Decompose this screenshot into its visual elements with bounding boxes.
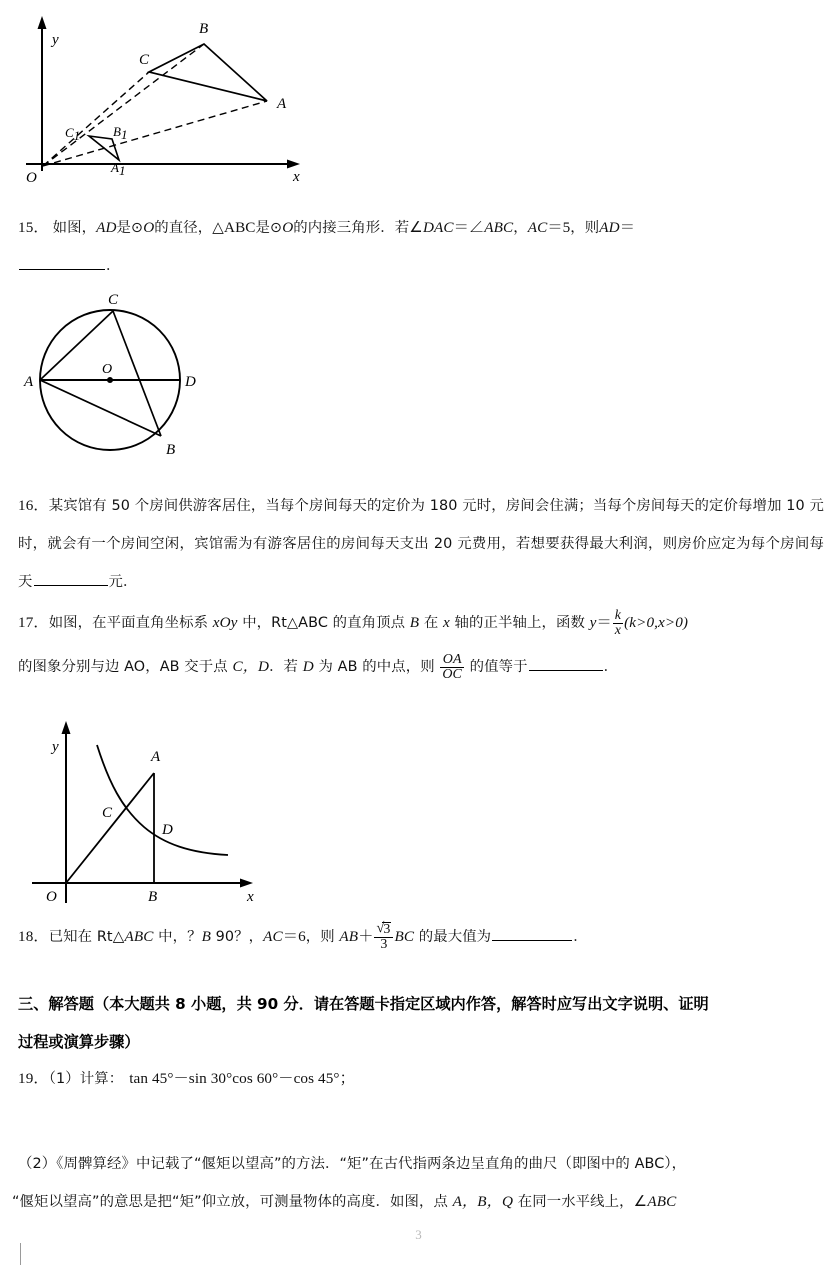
- q15-part-18: AD: [599, 219, 620, 236]
- question-16: [18, 487, 824, 601]
- fig15-svg: [6, 288, 246, 473]
- q17-line1-pre: 如图，在平面直角坐标系: [48, 615, 213, 631]
- q17-point-D: D: [302, 658, 314, 675]
- label-A: A: [24, 374, 34, 390]
- q17-line2-pre: 的图象分别与边 AO，AB 交于点: [18, 659, 233, 675]
- ray-OC: [43, 72, 149, 166]
- label-A: A: [277, 96, 287, 112]
- label-D: D: [162, 822, 173, 838]
- q18-answer-blank[interactable]: [492, 926, 572, 941]
- q18-degree: 90？，: [211, 929, 264, 945]
- q17-xOy: xOy: [212, 614, 238, 631]
- q15-part-7: O: [282, 219, 294, 236]
- q17-condition: (k>0,x>0): [624, 614, 689, 631]
- q18-ABC: ABC: [124, 928, 154, 945]
- question-18: [18, 918, 830, 956]
- fig17-svg: [10, 703, 280, 918]
- q15-part-13: ABC: [484, 219, 514, 236]
- q18-pre: 已知在 Rt: [48, 929, 113, 945]
- q16-body: 某宾馆有 50 个房间供游客居住，当每个房间每天的定价为 180 元时，房间会住满；当每个房间每天的定价每增加 10 元时，就会有一个房间空闲，宾馆需为有游客居住的房间每天支出 20 元费用，若想要获得最大利润，则房价应定为每个房间每天: [18, 498, 824, 590]
- q18-BC: BC: [394, 928, 415, 945]
- y-axis-arrow: [38, 16, 47, 29]
- q15-part-0: 如图，: [52, 220, 97, 236]
- q15-part-16: ＝5: [547, 219, 571, 236]
- q17-line2-tail: 的值等于: [464, 659, 528, 675]
- section-heading-line1: 三、解答题（本大题共 8 小题，共 90 分．请在答题卡指定区域内作答，解答时应写出文字说明、证明: [18, 995, 709, 1013]
- q15-part-2: 是⊙: [116, 220, 144, 236]
- q17-equals: ＝: [596, 614, 612, 631]
- q17-period: ．: [603, 659, 619, 675]
- label-B: B: [148, 889, 158, 905]
- segment-OA: [66, 773, 154, 883]
- label-B: B: [199, 21, 209, 37]
- label-C1: C1: [65, 125, 81, 143]
- figure-coordinate-similar-triangles: [18, 6, 318, 186]
- q17-y: y: [589, 614, 597, 631]
- q15-part-14: ，: [513, 220, 528, 236]
- q18-triangle-symbol: △: [112, 928, 125, 945]
- q15-answer-blank[interactable]: [19, 255, 105, 270]
- q17-answer-blank[interactable]: [529, 656, 603, 671]
- q19-part1-label: （1）计算：: [48, 1071, 124, 1087]
- q15-part-15: AC: [527, 219, 548, 236]
- q16-unit: 元．: [108, 574, 138, 590]
- q15-part-1: AD: [96, 219, 117, 236]
- q17-point-B: B: [409, 614, 420, 631]
- x-axis-arrow: [240, 879, 253, 888]
- q17-fraction-OA-over-OC: $\frac{OA}{OC}$: [442, 652, 462, 683]
- q19-part2-text1: （2）《周髀算经》中记载了“偃矩以望高”的方法．“矩”在古代指两条边呈直角的曲尺（即图中的 ABC），: [18, 1156, 687, 1172]
- q18-AB: AB: [339, 928, 359, 945]
- q18-number: 18．: [18, 928, 49, 945]
- figure-circle-inscribed-triangle: [6, 288, 246, 473]
- label-D: D: [185, 374, 196, 390]
- q15-part-17: ，则: [570, 220, 600, 236]
- q18-sqrt3: √ 3: [374, 921, 393, 937]
- label-y: y: [52, 739, 59, 755]
- label-C: C: [108, 292, 119, 308]
- label-O: O: [102, 362, 113, 377]
- q19-part2-text2-mid: 在同一水平线上，: [513, 1194, 634, 1210]
- q15-part-3: O: [143, 219, 155, 236]
- q15-part-12: ∠: [468, 219, 485, 236]
- q15-part-9: ∠: [409, 219, 423, 236]
- q18-tail: 的最大值为: [414, 929, 492, 945]
- curve-hyperbola: [97, 745, 228, 855]
- label-A: A: [151, 749, 161, 765]
- q16-number: 16．: [18, 497, 49, 514]
- question-19-part2-line2: [12, 1183, 830, 1221]
- q15-part-8: 的内接三角形．若: [293, 220, 410, 236]
- y-axis-arrow: [62, 721, 71, 734]
- label-C: C: [139, 52, 150, 68]
- q18-then: ，则: [305, 929, 340, 945]
- q17-number: 17．: [18, 614, 49, 631]
- q16-answer-blank[interactable]: [34, 571, 108, 586]
- q18-vertex-B: B: [201, 928, 211, 945]
- q15-part-10: DAC: [422, 219, 454, 236]
- section-heading-line2: 过程或演算步骤）: [18, 1033, 140, 1051]
- q15-part-5: △ABC: [212, 219, 256, 236]
- q15-answer-line: [18, 247, 318, 285]
- q19-part1-expression: tan 45°－sin 30°cos 60°－cos 45°；: [129, 1070, 355, 1087]
- label-B: B: [166, 442, 176, 458]
- question-19-part2-line1: [18, 1145, 830, 1183]
- q17-line2-mid2: 为 AB 的中点，则: [313, 659, 440, 675]
- q19-angle-symbol: ∠: [633, 1193, 648, 1210]
- q15-period: ．: [106, 258, 121, 274]
- label-A1: A1: [111, 160, 126, 178]
- q18-AC-value: ＝6: [282, 928, 306, 945]
- center-dot: [107, 377, 113, 383]
- label-B1: B1: [113, 124, 128, 142]
- q15-part-11: ＝: [453, 219, 469, 236]
- q17-axis-x: x: [443, 614, 450, 631]
- label-x: x: [247, 889, 254, 905]
- q18-plus: ＋: [358, 928, 374, 945]
- label-y: y: [52, 32, 59, 48]
- q19-angle-ABC: ABC: [647, 1193, 677, 1210]
- ray-OB: [43, 44, 204, 166]
- q17-line2-mid: ．若: [269, 659, 303, 675]
- question-17-line2: [18, 648, 830, 686]
- q19-points-ABQ: A，B，Q: [452, 1193, 514, 1210]
- q18-fraction-sqrt3-over-3: √ $\frac{3}{3}$: [374, 921, 393, 952]
- question-15: [18, 209, 824, 247]
- page-number: 3: [415, 1227, 422, 1242]
- q17-fraction-k-over-x: $\frac{k}{x}$: [614, 608, 622, 639]
- label-O: O: [46, 889, 57, 905]
- q18-AC: AC: [263, 928, 283, 945]
- q17-points-CD: C，D: [232, 658, 270, 675]
- q17-line1-mid: 中，Rt△ABC 的直角顶点: [237, 615, 410, 631]
- label-O: O: [26, 170, 37, 186]
- q15-body: [53, 219, 635, 236]
- q17-line1-mid3: 轴的正半轴上，函数: [449, 615, 590, 631]
- q15-part-6: 是⊙: [255, 220, 283, 236]
- q18-mid: 中，？: [153, 929, 202, 945]
- label-C: C: [102, 805, 113, 821]
- label-x: x: [293, 169, 300, 185]
- scan-edge-mark: [20, 1243, 21, 1265]
- fig14-svg: [18, 6, 318, 186]
- q19-part2-text2-pre: “偃矩以望高”的意思是把“矩”仰立放，可测量物体的高度．如图，点: [12, 1194, 453, 1210]
- figure-hyperbola-right-triangle: [10, 703, 280, 918]
- q19-number: 19．: [18, 1070, 49, 1087]
- q15-part-4: 的直径，: [154, 220, 213, 236]
- q17-line1-mid2: 在: [419, 615, 444, 631]
- q15-number: 15．: [18, 219, 49, 236]
- q15-part-19: ＝: [619, 219, 636, 236]
- x-axis-arrow: [287, 160, 300, 169]
- question-19-part1: [18, 1060, 830, 1098]
- q18-period: ．: [573, 929, 588, 945]
- question-17: [18, 604, 830, 642]
